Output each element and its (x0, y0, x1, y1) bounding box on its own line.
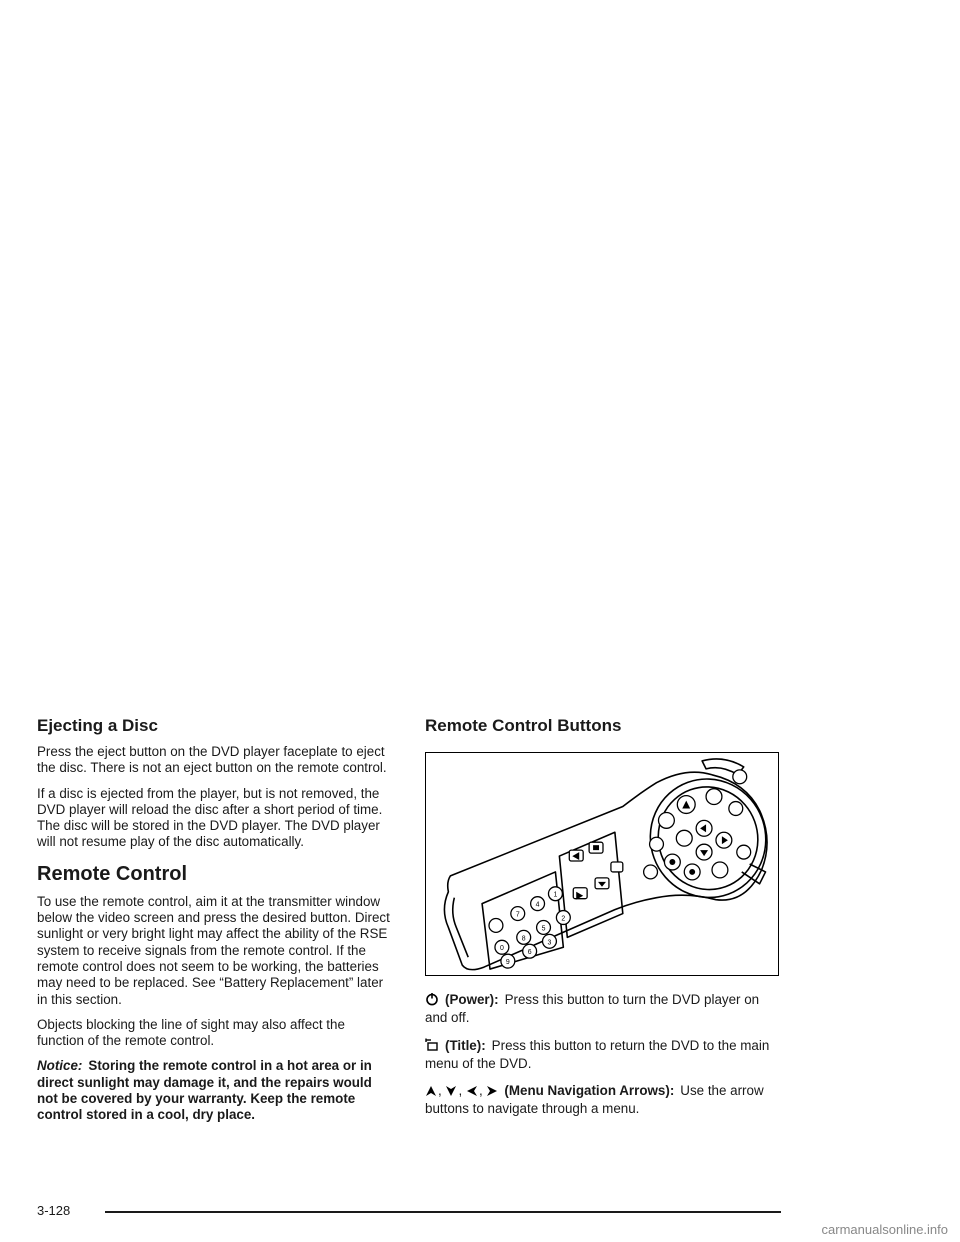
key-label: 1 (553, 891, 558, 899)
nav-definition (425, 1083, 781, 1118)
remote-control-illustration (425, 752, 779, 976)
key-label: 9 (505, 959, 510, 967)
key-label: 7 (515, 911, 520, 919)
nav-desc: Use the arrow buttons to navigate through a menu. (425, 1083, 764, 1117)
remote-paragraph-2: Objects blocking the line of sight may also affect the function of the remote control. (37, 1016, 345, 1049)
title-desc: Press this button to return the DVD to the main menu of the DVD. (425, 1037, 770, 1071)
title-definition (425, 1038, 781, 1073)
arrow-down-icon (445, 1085, 457, 1101)
right-column (425, 716, 781, 1129)
footer-rule (105, 1211, 781, 1213)
watermark: carmanualsonline.info (821, 1222, 948, 1237)
key-label: 2 (561, 915, 566, 923)
key-label: 6 (527, 949, 532, 957)
arrow-left-icon (466, 1085, 478, 1101)
ejecting-heading: Ejecting a Disc (37, 716, 158, 735)
title-term: (Title): (445, 1037, 486, 1053)
power-definition (425, 992, 781, 1027)
key-label: 4 (535, 901, 540, 909)
key-label: 8 (521, 935, 526, 943)
left-column (37, 716, 395, 1133)
notice-paragraph (37, 1058, 395, 1123)
separator: , (478, 1083, 483, 1099)
eject-paragraph-1: Press the eject button on the DVD player faceplate to eject the disc. There is not an eject button on the remote control. (37, 744, 387, 776)
remote-control-heading: Remote Control (37, 862, 187, 885)
key-label: 5 (541, 925, 546, 933)
remote-paragraph-1: To use the remote control, aim it at the transmitter window below the video screen and press the desired button. Direct sunlight or very bright light may affect the ability of the RSE system to receive signals from the remote control. If the remote control does not seem to be working, the batteries may need to be replaced. See “Battery Replacement” later in this section. (37, 893, 390, 1007)
remote-buttons-heading: Remote Control Buttons (425, 716, 622, 735)
menu-keys (644, 789, 751, 880)
arrow-up-icon (425, 1085, 437, 1101)
power-desc: Press this button to turn the DVD player on and off. (425, 992, 760, 1026)
eject-paragraph-2: If a disc is ejected from the player, but is not removed, the DVD player will reload the disc after a short period of time. The disc will be stored in the DVD player. The DVD player will not resume play of the disc automatically. (37, 785, 383, 850)
power-icon (425, 992, 439, 1010)
page-number: 3-128 (37, 1203, 71, 1218)
title-icon (425, 1038, 439, 1056)
key-label: 0 (499, 945, 504, 953)
arrow-right-icon (486, 1085, 498, 1101)
nav-term: (Menu Navigation Arrows): (504, 1083, 675, 1099)
power-term: (Power): (445, 992, 499, 1007)
separator: , (438, 1083, 442, 1099)
notice-text: Storing the remote control in a hot area or in direct sunlight may damage it, and the repairs would not be covered by your warranty. Keep the remote control stored in a cool, dry place. (37, 1058, 372, 1123)
key-label: 3 (547, 939, 552, 947)
separator: , (458, 1083, 463, 1099)
notice-label: Notice: (37, 1058, 83, 1074)
transport-keys (569, 842, 623, 898)
